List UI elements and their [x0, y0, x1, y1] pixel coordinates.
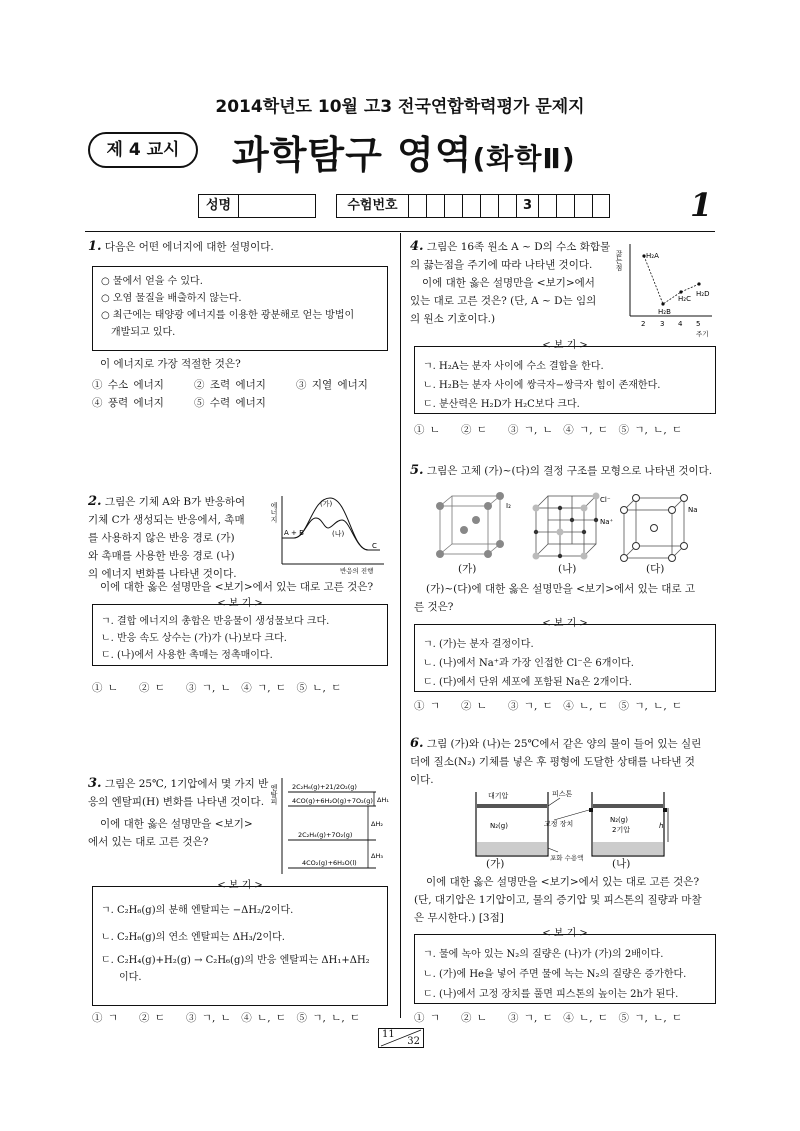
bogi-item: ㄱ. 물에 녹아 있는 N₂의 질량은 (나)가 (가)의 2배이다.	[423, 949, 664, 960]
y-axis-label: 에너지	[270, 502, 278, 523]
question-number: 4.	[410, 239, 424, 254]
question-4	[410, 238, 620, 328]
level-1-label: 2C₂H₆(g)+21/2O₂(g)	[292, 783, 357, 791]
question-stem: 기체 C가 생성되는 반응에서, 촉매	[88, 514, 245, 526]
prompt-line: 이에 대한 옳은 설명만을 <보기>에서 있는 대로 고른 것은?	[426, 876, 700, 888]
bogi-item: 이다.	[119, 972, 142, 983]
session-badge: 제 4 교시	[88, 132, 198, 168]
caption: (나)	[558, 563, 577, 575]
cl-label: Cl⁻	[600, 496, 611, 504]
bogi-item: ㄱ. (가)는 분자 결정이다.	[423, 639, 534, 650]
product-label: C	[372, 542, 377, 550]
curve-b	[294, 518, 368, 550]
bogi-item: ㄴ. (가)에 He을 넣어 주면 물에 녹는 N₂의 질량은 증가한다.	[423, 969, 687, 980]
dh3-label: ΔH₃	[371, 852, 383, 860]
choice[interactable]: ② 조력 에너지	[194, 379, 266, 391]
exam-no-box[interactable]	[538, 194, 556, 218]
question-stem: 와 촉매를 사용한 반응 경로 (나)	[88, 550, 235, 562]
exam-no-digit: 3	[516, 194, 538, 218]
question-number: 1.	[88, 239, 102, 254]
tick-label: 3	[660, 320, 665, 328]
choice[interactable]: ③ 지열 에너지	[296, 379, 368, 391]
bogi-item: ㄷ. (나)에서 고정 장치를 풀면 피스톤의 높이는 2h가 된다.	[423, 989, 679, 1000]
q4-choices[interactable]: ① ㄴ ② ㄷ ③ ㄱ, ㄴ ④ ㄱ, ㄷ ⑤ ㄱ, ㄴ, ㄷ	[414, 424, 683, 436]
question-prompt: 이 에너지로 가장 적절한 것은?	[100, 358, 241, 370]
question-prompt: 에서 있는 대로 고른 것은?	[88, 836, 209, 848]
question-prompt	[414, 580, 716, 616]
q2-energy-diagram	[272, 492, 392, 576]
question-stem: 그림은 기체 A와 B가 반응하여	[104, 496, 246, 508]
exam-no-box[interactable]	[592, 194, 610, 218]
choice[interactable]: ① 수소 에너지	[92, 379, 164, 391]
callout	[548, 848, 558, 852]
question-stem: 의 끓는점을 주기에 따라 나타낸 것이다.	[410, 259, 593, 271]
prompt-line: 른 것은?	[414, 601, 454, 613]
q6-bogi	[414, 928, 716, 1004]
bogi-title: < 보 기 >	[542, 340, 588, 351]
caption: (가)	[458, 563, 477, 575]
atm-label: 대기압	[488, 792, 509, 800]
bogi-item: ㄱ. H₂A는 분자 사이에 수소 결합을 한다.	[423, 361, 604, 372]
callout	[548, 798, 560, 806]
question-number: 2.	[88, 494, 102, 509]
info-item: 개발되고 있다.	[111, 327, 176, 338]
info-item: ○ 물에서 얻을 수 있다.	[101, 276, 203, 287]
fixing-device	[663, 808, 667, 812]
question-number: 3.	[88, 776, 102, 791]
i2-molecules	[436, 492, 504, 558]
q4-bogi	[414, 340, 716, 414]
question-stem: 의 에너지 변화를 나타낸 것이다.	[88, 568, 237, 580]
question-1	[88, 238, 393, 256]
bogi-item: ㄴ. (나)에서 Na⁺과 가장 인접한 Cl⁻은 6개이다.	[423, 658, 634, 669]
exam-no-label: 수험번호	[336, 194, 408, 218]
curve-b-label: (나)	[332, 530, 345, 538]
caption: (다)	[646, 563, 665, 575]
bogi-item: ㄴ. 반응 속도 상수는 (가)가 (나)보다 크다.	[101, 633, 287, 644]
bogi-title: < 보 기 >	[217, 598, 263, 609]
question-number: 5.	[410, 463, 424, 478]
question-stem: 그림은 16족 원소 A ~ D의 수소 화합물	[426, 241, 611, 253]
level-3-label: 2C₂H₄(g)+7O₂(g)	[298, 831, 353, 839]
exam-no-box[interactable]	[462, 194, 480, 218]
water-ga	[477, 842, 547, 855]
reactant-label: A + B	[284, 529, 304, 537]
q5-choices[interactable]: ① ㄱ ② ㄴ ③ ㄱ, ㄷ ④ ㄴ, ㄷ ⑤ ㄱ, ㄴ, ㄷ	[414, 700, 683, 712]
tick-label: 5	[696, 320, 701, 328]
info-item: ○ 최근에는 태양광 에너지를 이용한 광분해로 얻는 방법이	[101, 310, 355, 321]
bogi-item: ㄱ. C₂H₆(g)의 분해 엔탈피는 −ΔH₂/2이다.	[101, 905, 294, 916]
point-label: H₂D	[696, 290, 710, 298]
x-axis-label: 주기	[696, 330, 709, 338]
water-na	[593, 842, 663, 855]
bogi-title: < 보 기 >	[542, 928, 588, 939]
exam-no-box[interactable]	[556, 194, 574, 218]
point-label: H₂A	[646, 252, 659, 260]
header-rule	[85, 231, 715, 232]
dh2-label: ΔH₂	[371, 820, 383, 828]
column-divider	[400, 233, 401, 1018]
dh1-label: ΔH₁	[377, 796, 389, 804]
q2-choices[interactable]: ① ㄴ ② ㄷ ③ ㄱ, ㄴ ④ ㄱ, ㄷ ⑤ ㄴ, ㄷ	[92, 682, 342, 694]
page-footer	[378, 1028, 424, 1048]
fix-label: 고정 장치	[544, 820, 574, 828]
subject-main: 과학탐구 영역	[232, 133, 473, 177]
level-2-label: 4CO(g)+6H₂O(g)+7O₂(g)	[292, 797, 373, 805]
bogi-item: ㄷ. C₂H₄(g)+H₂(g) → C₂H₆(g)의 반응 엔탈피는 ΔH₁+ΔH₂	[101, 955, 370, 966]
q6-choices[interactable]: ① ㄱ ② ㄴ ③ ㄱ, ㄷ ④ ㄴ, ㄷ ⑤ ㄱ, ㄴ, ㄷ	[414, 1012, 683, 1024]
question-prompt: 있는 대로 고른 것은? (단, A ~ D는 임의	[410, 295, 597, 307]
y-axis-label: 끓는점	[615, 250, 623, 271]
point-h2b	[661, 302, 664, 305]
atm2-label: 2기압	[612, 826, 630, 834]
fixing-device	[589, 808, 593, 812]
q3-enthalpy-diagram	[272, 774, 396, 878]
n2-label: N₂(g)	[490, 822, 508, 830]
question-stem: 그림은 25℃, 1기압에서 몇 가지 반	[104, 778, 269, 790]
question-stem: 더에 질소(N₂) 기체를 넣은 후 평형에 도달한 상태를 나타낸 것	[410, 756, 695, 768]
question-prompt: 의 원소 기호이다.)	[410, 313, 496, 325]
water-label: 포화 수용액	[550, 854, 584, 862]
point-h2c	[679, 290, 682, 293]
level-4-label: 4CO₂(g)+6H₂O(l)	[302, 859, 357, 867]
footer-total: 32	[407, 1036, 420, 1047]
question-stem: 그림은 고체 (가)~(다)의 결정 구조를 모형으로 나타낸 것이다.	[426, 465, 713, 477]
tick-label: 4	[678, 320, 683, 328]
question-prompt: 이에 대한 옳은 설명만을 <보기>에서	[422, 277, 595, 289]
name-label: 성명	[198, 194, 238, 218]
question-prompt	[414, 873, 718, 927]
info-item: ○ 오염 물질을 배출하지 않는다.	[101, 293, 242, 304]
prompt-line: (가)~(다)에 대한 옳은 설명만을 <보기>에서 있는 대로 고	[426, 583, 696, 595]
n2b-label: N₂(g)	[610, 816, 628, 824]
page-number: 1	[690, 186, 713, 224]
name-field[interactable]	[238, 194, 316, 218]
prompt-line: (단, 대기압은 1기압이고, 물의 증기압 및 피스톤의 질량과 마찰	[414, 894, 702, 906]
bogi-item: ㄴ. H₂B는 분자 사이에 쌍극자−쌍극자 힘이 존재한다.	[423, 380, 661, 391]
question-3	[88, 775, 288, 851]
bogi-item: ㄴ. C₂H₆(g)의 연소 엔탈피는 ΔH₃/2이다.	[101, 932, 285, 943]
q4-boiling-point-chart	[616, 240, 716, 338]
question-6	[410, 735, 716, 789]
question-5	[410, 462, 716, 480]
prompt-line: 은 무시한다.) [3점]	[414, 912, 504, 924]
q3-bogi	[92, 880, 388, 1006]
callout	[554, 810, 589, 820]
question-prompt: 이에 대한 옳은 설명만을 <보기>	[100, 818, 253, 830]
piston-label: 피스톤	[552, 790, 573, 798]
crystal-na	[536, 496, 596, 556]
exam-no-box[interactable]	[408, 194, 426, 218]
q1-info-box	[92, 266, 388, 351]
point-h2d	[697, 282, 700, 285]
question-stem: 그림 (가)와 (나)는 25℃에서 같은 양의 물이 들어 있는 실린	[426, 738, 702, 750]
caption: (가)	[486, 858, 505, 870]
question-prompt: 이에 대한 옳은 설명만을 <보기>에서 있는 대로 고른 것은?	[100, 581, 374, 593]
q6-cylinder-figure	[470, 786, 670, 862]
question-stem: 응의 엔탈피(H) 변화를 나타낸 것이다.	[88, 796, 265, 808]
question-number: 6.	[410, 736, 424, 751]
y-axis-label: 엔탈피	[270, 784, 278, 805]
exam-no-box[interactable]	[498, 194, 516, 218]
exam-no-box[interactable]	[426, 194, 444, 218]
question-stem: 다음은 어떤 에너지에 대한 설명이다.	[104, 241, 274, 253]
x-axis-label: 반응의 진행	[340, 567, 374, 575]
bogi-item: ㄷ. (다)에서 단위 세포에 포함된 Na은 2개이다.	[423, 677, 632, 688]
tick-label: 2	[641, 320, 646, 328]
bogi-title: < 보 기 >	[217, 880, 263, 891]
bogi-title: < 보 기 >	[542, 618, 588, 629]
na-ion-label: Na⁺	[600, 518, 614, 526]
q5-bogi	[414, 618, 716, 692]
i2-label: I₂	[506, 502, 511, 510]
question-2	[88, 493, 278, 583]
q1-choices	[92, 376, 392, 412]
h-label: h	[659, 822, 664, 830]
subject-title	[232, 124, 576, 179]
student-info-bar	[198, 194, 610, 218]
caption: (나)	[612, 858, 631, 870]
point-label: H₂B	[658, 308, 671, 316]
point-label: H₂C	[678, 295, 691, 303]
choice[interactable]: ⑤ 수력 에너지	[194, 397, 266, 409]
footer-page: 11	[382, 1029, 395, 1040]
na-label: Na	[688, 506, 698, 514]
subject-sub: (화학Ⅱ)	[472, 142, 576, 175]
choice[interactable]: ④ 풍력 에너지	[92, 397, 164, 409]
q2-bogi	[92, 598, 388, 666]
exam-no-box[interactable]	[480, 194, 498, 218]
exam-title: 2014학년도 10월 고3 전국연합학력평가 문제지	[215, 97, 585, 117]
exam-no-box[interactable]	[444, 194, 462, 218]
piston-ga	[477, 804, 547, 808]
curve-a-label: (가)	[320, 500, 333, 508]
bogi-item: ㄷ. (나)에서 사용한 촉매는 정촉매이다.	[101, 650, 273, 661]
bogi-item: ㄱ. 결합 에너지의 총합은 반응물이 생성물보다 크다.	[101, 616, 330, 627]
q3-choices[interactable]: ① ㄱ ② ㄷ ③ ㄱ, ㄴ ④ ㄴ, ㄷ ⑤ ㄱ, ㄴ, ㄷ	[92, 1012, 361, 1024]
exam-no-box[interactable]	[574, 194, 592, 218]
bogi-item: ㄷ. 분산력은 H₂D가 H₂C보다 크다.	[423, 399, 580, 410]
question-stem: 이다.	[410, 774, 434, 786]
piston-na	[593, 804, 663, 808]
question-stem: 를 사용하지 않은 반응 경로 (가)	[88, 532, 235, 544]
